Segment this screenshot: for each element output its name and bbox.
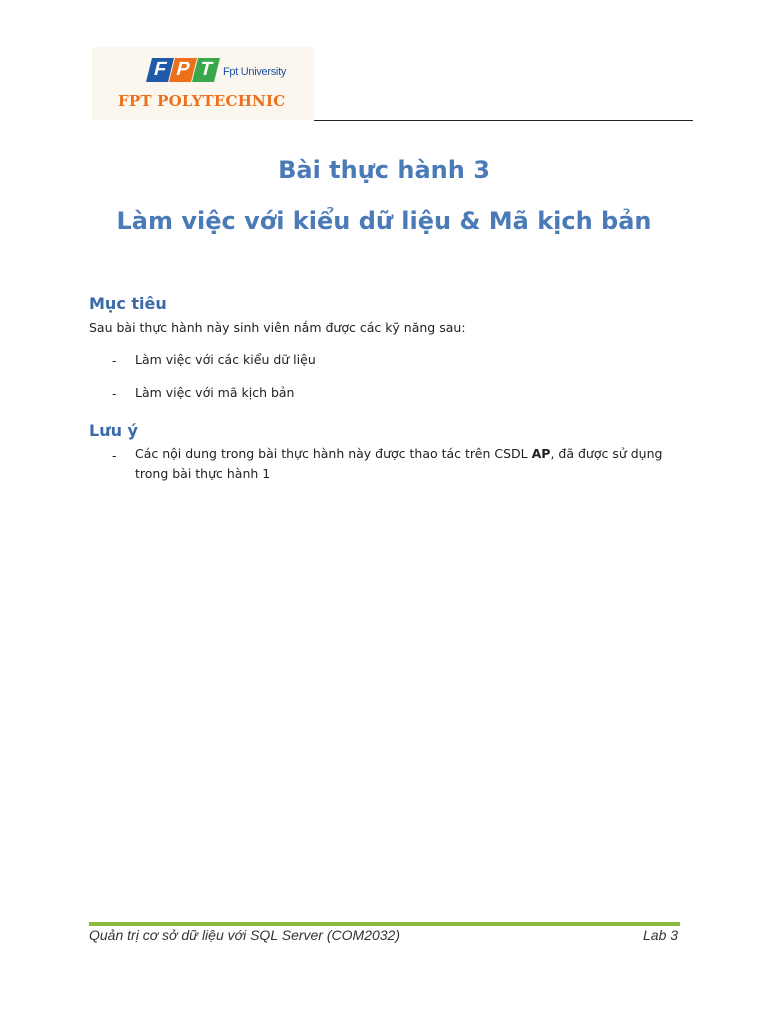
fpt-polytechnic-logo bbox=[92, 47, 314, 120]
note-item bbox=[135, 444, 665, 484]
fpt-university-label: Fpt University bbox=[223, 66, 287, 78]
objectives-heading: Mục tiêu bbox=[89, 294, 167, 313]
document-title: Bài thực hành 3 bbox=[278, 156, 490, 184]
footer-lab-label: Lab 3 bbox=[643, 927, 679, 943]
note-text-end: , đã được sử dụng trong bài thực hành 1 bbox=[135, 446, 663, 481]
note-text-start: Các nội dung trong bài thực hành này được thao tác trên CSDL bbox=[135, 446, 532, 461]
bullet-marker: - bbox=[112, 353, 117, 368]
fpt-tile-t: T bbox=[192, 58, 220, 82]
fpt-tile-f: F bbox=[146, 58, 174, 82]
fpt-tile-p: P bbox=[169, 58, 197, 82]
header-rule bbox=[314, 120, 693, 121]
objective-item: Làm việc với các kiểu dữ liệu bbox=[135, 352, 316, 367]
footer-course-title: Quản trị cơ sở dữ liệu với SQL Server (COM2032) bbox=[89, 927, 400, 943]
fpt-polytechnic-label: FPT POLYTECHNIC bbox=[118, 92, 286, 110]
objective-item: Làm việc với mã kịch bản bbox=[135, 385, 295, 400]
document-subtitle: Làm việc với kiểu dữ liệu & Mã kịch bản bbox=[116, 207, 652, 235]
bullet-marker: - bbox=[112, 386, 117, 401]
objectives-intro: Sau bài thực hành này sinh viên nắm được các kỹ năng sau: bbox=[89, 320, 466, 335]
database-name: AP bbox=[531, 446, 551, 461]
bullet-marker: - bbox=[112, 448, 117, 463]
footer-rule bbox=[89, 922, 680, 926]
fpt-logo-mark bbox=[149, 58, 218, 84]
notes-heading: Lưu ý bbox=[89, 421, 138, 440]
